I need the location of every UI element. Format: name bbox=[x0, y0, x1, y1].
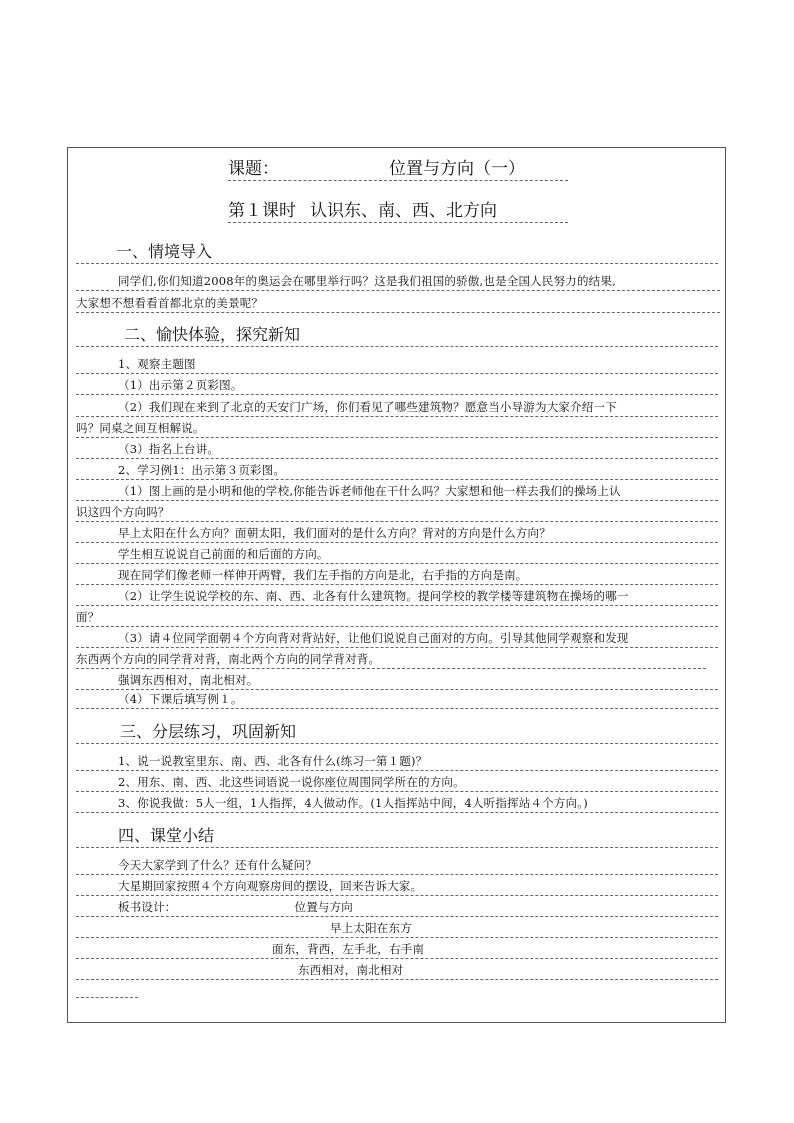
practice-line-1: 1、说一说教室里东、南、西、北各有什么(练习一第１题)？ bbox=[76, 756, 718, 771]
intro-paragraph-line-2: 大家想不想看看首都北京的美景呢？ bbox=[76, 298, 720, 313]
summary-line-1: 今天大家学到了什么？还有什么疑问？ bbox=[76, 860, 718, 875]
board-design-item-2: 面东，背西，左手北，右手南 bbox=[76, 944, 718, 959]
lesson-number: 第１课时 bbox=[228, 201, 296, 221]
board-design-title: 位置与方向 bbox=[294, 900, 353, 914]
explore-line-14: （3）请４位同学面朝４个方向背对背站好，让他们说说自己面对的方向。引导其他同学观察和发现 bbox=[76, 633, 718, 648]
lesson-title bbox=[228, 161, 568, 181]
explore-line-11: 现在同学们像老师一样伸开两臂，我们左手指的方向是北，右手指的方向是南。 bbox=[76, 570, 718, 585]
lesson-subtitle bbox=[228, 203, 568, 223]
board-design-item-1: 早上太阳在东方 bbox=[76, 923, 718, 938]
explore-line-12: （2）让学生说说学校的东、南、西、北各有什么建筑物。提问学校的教学楼等建筑物在操场的哪一 bbox=[76, 591, 718, 606]
practice-line-3: 3、你说我做：5人一组，1人指挥，4人做动作。(1人指挥站中间，4人听指挥站４个方向。) bbox=[76, 798, 718, 813]
board-design-label: 板书设计： bbox=[118, 900, 177, 914]
lesson-topic: 认识东、南、西、北方向 bbox=[310, 201, 497, 221]
section-heading-3: 三、分层练习，巩固新知 bbox=[76, 724, 718, 744]
explore-line-9: 早上太阳在什么方向？面朝太阳，我们面对的是什么方向？背对的方向是什么方向？ bbox=[76, 528, 718, 543]
explore-line-1: 1、观察主题图 bbox=[76, 359, 718, 374]
board-design-item-3: 东西相对，南北相对 bbox=[76, 965, 718, 980]
explore-line-17: （4）下课后填写例１。 bbox=[76, 694, 718, 709]
section-heading-2: 二、愉快体验，探究新知 bbox=[76, 327, 718, 347]
explore-line-2: （1）出示第２页彩图。 bbox=[76, 380, 718, 395]
summary-line-2: 大星期回家按照４个方向观察房间的摆设，回来告诉大家。 bbox=[76, 881, 718, 896]
trailing-rule bbox=[76, 997, 138, 998]
board-design-line bbox=[76, 902, 718, 917]
section-heading-4: 四、课堂小结 bbox=[76, 828, 718, 848]
explore-line-16: 强调东西相对，南北相对。 bbox=[76, 675, 718, 690]
explore-line-7: （1）图上画的是小明和他的学校,你能告诉老师他在干什么吗？大家想和他一样去我们的操场上认 bbox=[76, 486, 718, 501]
explore-line-4: 吗？同桌之间互相解说。 bbox=[76, 423, 718, 438]
section-heading-1: 一、情境导入 bbox=[76, 244, 718, 264]
practice-line-2: 2、用东、南、西、北这些词语说一说你座位周围同学所在的方向。 bbox=[76, 777, 718, 792]
explore-line-5: （3）指名上台讲。 bbox=[76, 444, 718, 459]
explore-line-3: （2）我们现在来到了北京的天安门广场，你们看见了哪些建筑物？愿意当小导游为大家介绍一下 bbox=[76, 402, 718, 417]
explore-line-15: 东西两个方向的同学背对背，南北两个方向的同学背对背。 bbox=[76, 654, 706, 669]
title-label: 课题： bbox=[228, 159, 279, 179]
explore-line-6: 2、学习例1：出示第３页彩图。 bbox=[76, 465, 718, 480]
explore-line-8: 识这四个方向吗？ bbox=[76, 507, 718, 522]
explore-line-10: 学生相互说说自己前面的和后面的方向。 bbox=[76, 549, 718, 564]
explore-line-13: 面？ bbox=[76, 612, 718, 627]
intro-paragraph-line-1: 同学们,你们知道2008年的奥运会在哪里举行吗？这是我们祖国的骄傲,也是全国人民努力的结果, bbox=[76, 276, 720, 291]
title-topic: 位置与方向（一） bbox=[389, 159, 525, 179]
